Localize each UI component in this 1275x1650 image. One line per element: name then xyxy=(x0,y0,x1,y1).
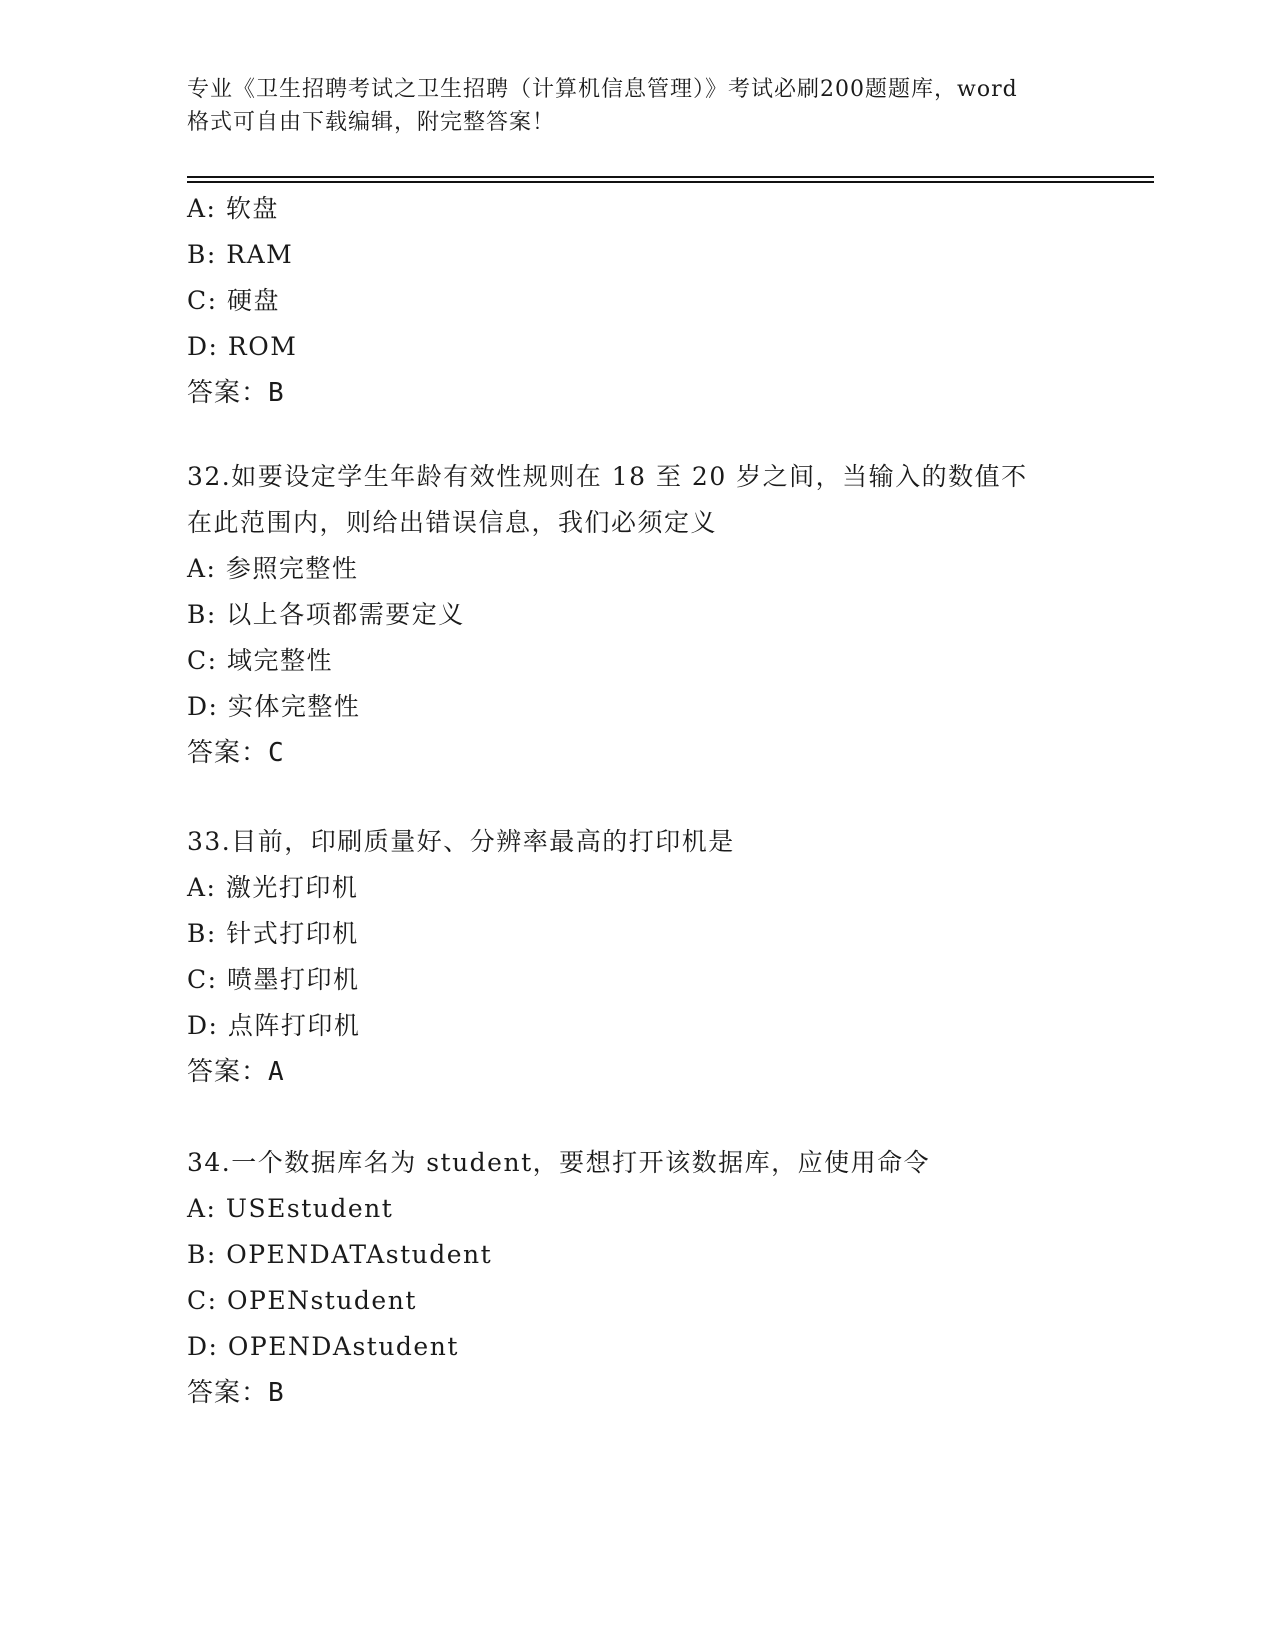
option-d: D: ROM xyxy=(187,332,298,361)
option-d: D: 点阵打印机 xyxy=(187,1011,361,1040)
question-31 xyxy=(187,186,1087,416)
option-c: C: 域完整性 xyxy=(187,646,333,675)
question-stem-line-1: 33.目前，印刷质量好、分辨率最高的打印机是 xyxy=(187,827,735,856)
answer-label: 答案： xyxy=(187,738,269,768)
option-a: A: 参照完整性 xyxy=(187,554,359,583)
option-b: B: 以上各项都需要定义 xyxy=(187,600,465,629)
answer-value: A xyxy=(268,1057,285,1087)
header-divider-bottom xyxy=(187,181,1154,183)
option-c: C: OPENstudent xyxy=(187,1286,417,1315)
answer-label: 答案： xyxy=(187,1057,269,1087)
option-d: D: 实体完整性 xyxy=(187,692,361,721)
option-d: D: OPENDAstudent xyxy=(187,1332,459,1361)
document-header xyxy=(187,73,1087,139)
question-stem-line-1: 32.如要设定学生年龄有效性规则在 18 至 20 岁之间，当输入的数值不 xyxy=(187,462,1028,491)
option-a: A: 软盘 xyxy=(187,194,279,223)
question-stem-line-2: 在此范围内，则给出错误信息，我们必须定义 xyxy=(187,508,718,537)
header-divider-top xyxy=(187,176,1154,178)
option-b: B: RAM xyxy=(187,240,294,269)
option-b: B: OPENDATAstudent xyxy=(187,1240,493,1269)
answer-line xyxy=(187,370,1087,416)
option-b: B: 针式打印机 xyxy=(187,919,359,948)
answer-line xyxy=(187,730,1087,776)
question-34 xyxy=(187,1140,1087,1416)
option-a: A: 激光打印机 xyxy=(187,873,359,902)
answer-value: B xyxy=(268,1378,285,1408)
answer-label: 答案： xyxy=(187,378,269,408)
option-c: C: 喷墨打印机 xyxy=(187,965,360,994)
header-line-1: 专业《卫生招聘考试之卫生招聘（计算机信息管理）》考试必刷200题题库，word xyxy=(187,77,1018,102)
answer-label: 答案： xyxy=(187,1378,269,1408)
answer-value: C xyxy=(268,738,285,768)
question-32 xyxy=(187,454,1087,776)
answer-line xyxy=(187,1370,1087,1416)
question-stem-line-1: 34.一个数据库名为 student，要想打开该数据库，应使用命令 xyxy=(187,1148,931,1177)
option-c: C: 硬盘 xyxy=(187,286,280,315)
question-33 xyxy=(187,819,1087,1095)
option-a: A: USEstudent xyxy=(187,1194,394,1223)
answer-value: B xyxy=(268,378,285,408)
header-line-2: 格式可自由下载编辑，附完整答案！ xyxy=(187,110,556,135)
answer-line xyxy=(187,1049,1087,1095)
